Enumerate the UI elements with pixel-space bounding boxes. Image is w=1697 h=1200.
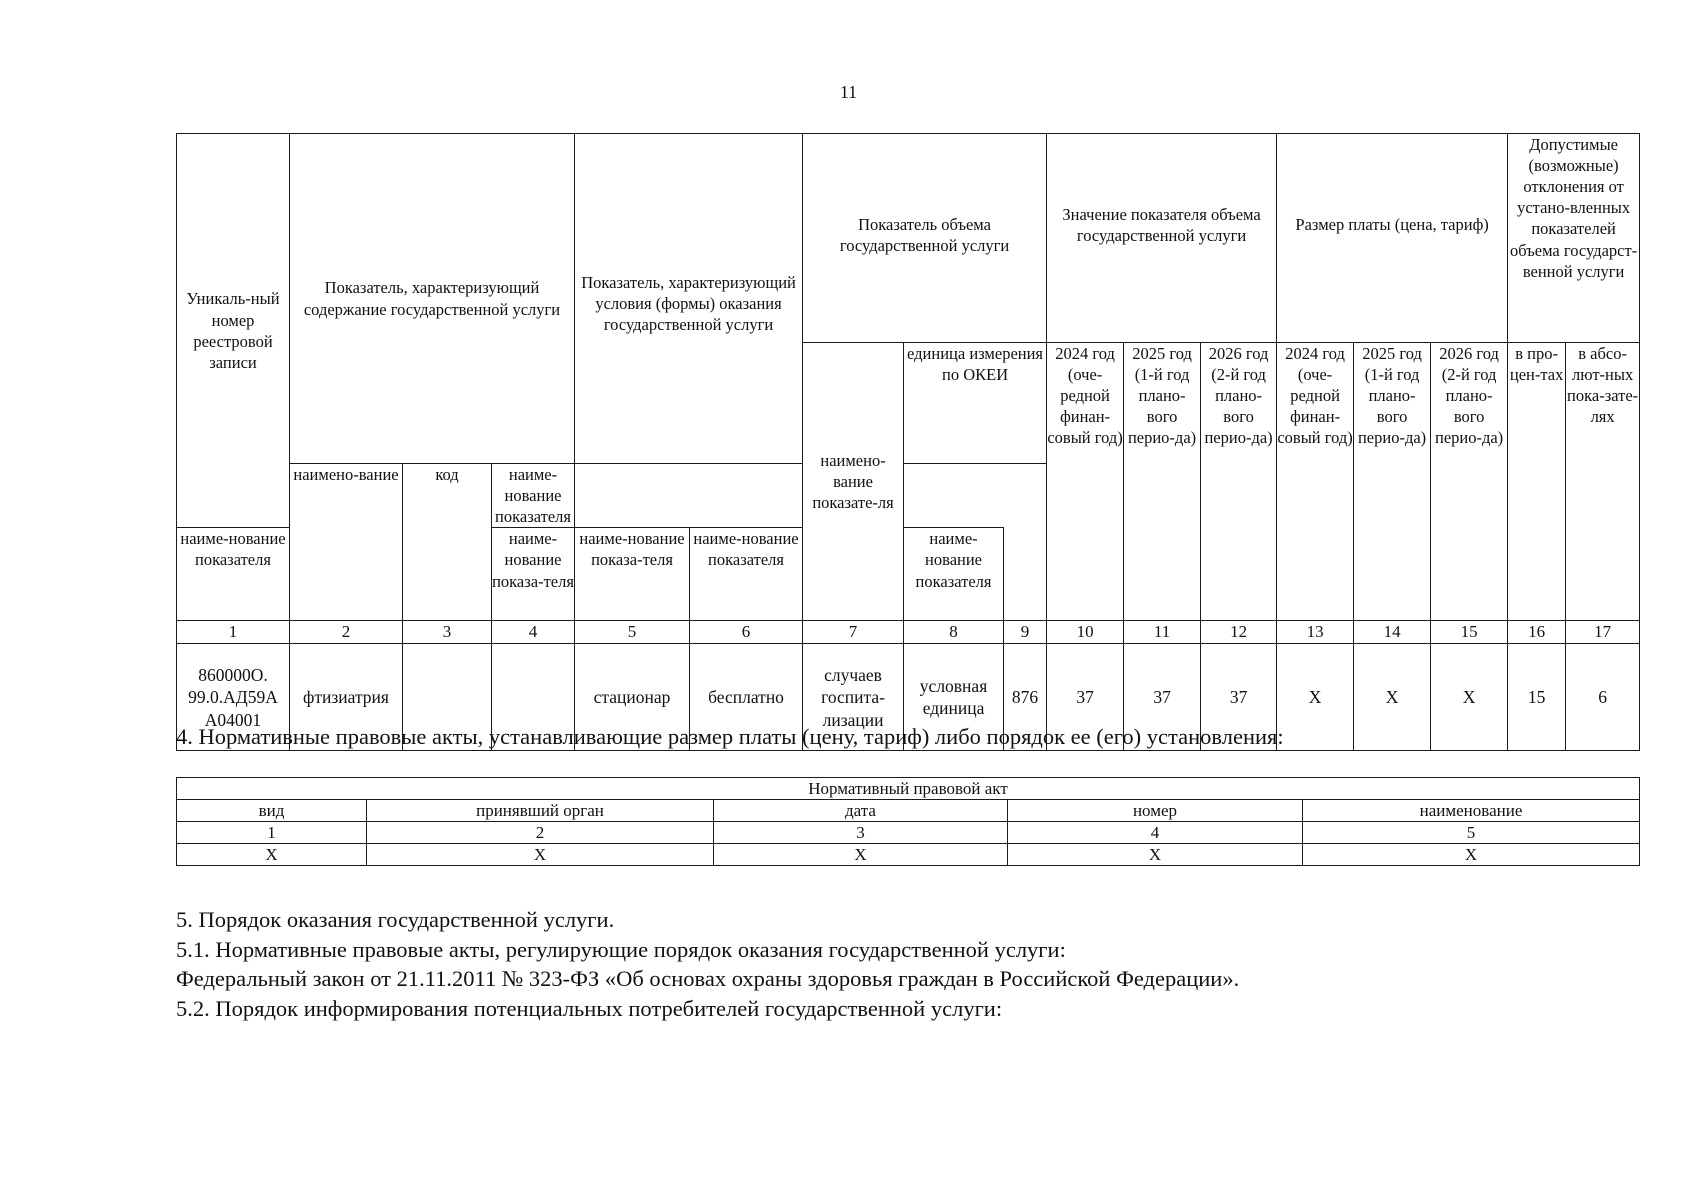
header-value-2026: 2026 год (2-й год плано-вого перио-да)	[1201, 343, 1277, 621]
legal-acts-table	[176, 777, 1640, 866]
column-number: 4	[1008, 822, 1303, 844]
header-fee-2025: 2025 год (1-й год плано-вого перио-да)	[1354, 343, 1431, 621]
legal-act-col-name: наименование	[1303, 800, 1640, 822]
column-number: 4	[492, 621, 575, 644]
header-unit-code: код	[403, 464, 492, 621]
legal-act-value: Х	[367, 844, 714, 866]
header-fee-group: Размер платы (цена, тариф)	[1277, 134, 1508, 343]
column-number: 1	[177, 621, 290, 644]
legal-act-col-number: номер	[1008, 800, 1303, 822]
column-numbers-row	[177, 621, 1640, 644]
legal-act-col-body: принявший орган	[367, 800, 714, 822]
column-number: 6	[690, 621, 803, 644]
header-content-3: наиме-нование показа-теля	[575, 528, 690, 621]
value-2025-cell: 37	[1124, 644, 1201, 751]
column-number: 9	[1004, 621, 1047, 644]
header-content-group: Показатель, характеризующий содержание государственной услуги	[290, 134, 575, 464]
header-registry-number: Уникаль-ный номер реестровой записи	[177, 134, 290, 528]
column-number: 13	[1277, 621, 1354, 644]
column-number: 7	[803, 621, 904, 644]
header-value-2025: 2025 год (1-й год плано-вого перио-да)	[1124, 343, 1201, 621]
legal-act-col-type: вид	[177, 800, 367, 822]
header-deviation-percent: в про-цен-тах	[1508, 343, 1566, 621]
section-5-heading: 5. Порядок оказания государственной услуги.	[176, 907, 615, 932]
header-fee-2024: 2024 год (оче-редной финан-совый год)	[1277, 343, 1354, 621]
section-4-heading: 4. Нормативные правовые акты, устанавливающие размер платы (цену, тариф) либо порядок ее (его) установления:	[176, 724, 1284, 749]
column-number: 12	[1201, 621, 1277, 644]
content-1-cell: фтизиатрия	[290, 644, 403, 751]
federal-law-reference: Федеральный закон от 21.11.2011 № 323-ФЗ «Об основах охраны здоровья граждан в Российской Федерации».	[176, 966, 1240, 991]
value-2026-cell: 37	[1201, 644, 1277, 751]
service-volume-table	[176, 133, 1640, 751]
section-5	[176, 905, 1239, 1023]
header-volume-group: Показатель объема государственной услуги	[803, 134, 1047, 343]
column-number: 14	[1354, 621, 1431, 644]
header-deviation-group: Допустимые (возможные) отклонения от устано-вленных показателей объема государст-венной услуги	[1508, 134, 1640, 343]
fee-2024-cell: Х	[1277, 644, 1354, 751]
header-condition-2: наиме-нование показателя	[904, 528, 1004, 621]
legal-act-value: Х	[1008, 844, 1303, 866]
column-number: 10	[1047, 621, 1124, 644]
column-number: 16	[1508, 621, 1566, 644]
column-number: 5	[1303, 822, 1640, 844]
header-deviation-absolute: в абсо-лют-ных пока-зате-лях	[1566, 343, 1640, 621]
column-number: 1	[177, 822, 367, 844]
deviation-absolute-cell: 6	[1566, 644, 1640, 751]
condition-2-cell: бесплатно	[690, 644, 803, 751]
condition-1-cell: стационар	[575, 644, 690, 751]
column-number: 3	[403, 621, 492, 644]
column-number: 15	[1431, 621, 1508, 644]
header-value-group: Значение показателя объема государственной услуги	[1047, 134, 1277, 343]
column-number: 2	[290, 621, 403, 644]
header-content-1: наиме-нование показателя	[177, 528, 290, 621]
header-indicator-name: наимено-вание показате-ля	[803, 343, 904, 621]
section-5-2-heading: 5.2. Порядок информирования потенциальных потребителей государственной услуги:	[176, 995, 1003, 1021]
header-fee-2026: 2026 год (2-й год плано-вого перио-да)	[1431, 343, 1508, 621]
column-number: 17	[1566, 621, 1640, 644]
legal-act-value: Х	[1303, 844, 1640, 866]
legal-act-col-date: дата	[714, 800, 1008, 822]
deviation-percent-cell: 15	[1508, 644, 1566, 751]
header-content-2: наиме-нование показа-теля	[492, 528, 575, 621]
legal-act-title: Нормативный правовой акт	[177, 778, 1640, 800]
fee-2026-cell: Х	[1431, 644, 1508, 751]
fee-2025-cell: Х	[1354, 644, 1431, 751]
header-okei-unit: единица измерения по ОКЕИ	[904, 343, 1047, 464]
column-number: 11	[1124, 621, 1201, 644]
unit-code-cell: 876	[1004, 644, 1047, 751]
header-conditions-group: Показатель, характеризующий условия (формы) оказания государственной услуги	[575, 134, 803, 464]
unit-name-cell: условная единица	[904, 644, 1004, 751]
column-number: 2	[367, 822, 714, 844]
header-value-2024: 2024 год (оче-редной финан-совый год)	[1047, 343, 1124, 621]
registry-number-cell: 860000О. 99.0.АД59А А04001	[177, 644, 290, 751]
header-unit-name: наимено-вание	[290, 464, 403, 621]
section-5-1-heading: 5.1. Нормативные правовые акты, регулирующие порядок оказания государственной услуги:	[176, 936, 1066, 962]
legal-act-value: Х	[177, 844, 367, 866]
page-number: 11	[839, 82, 858, 102]
column-number: 5	[575, 621, 690, 644]
value-2024-cell: 37	[1047, 644, 1124, 751]
header-content-1: наиме-нование показателя	[492, 464, 575, 528]
column-number: 3	[714, 822, 1008, 844]
column-number: 8	[904, 621, 1004, 644]
indicator-name-cell: случаев госпита-лизации	[803, 644, 904, 751]
legal-act-value: Х	[714, 844, 1008, 866]
header-condition-1: наиме-нование показателя	[690, 528, 803, 621]
